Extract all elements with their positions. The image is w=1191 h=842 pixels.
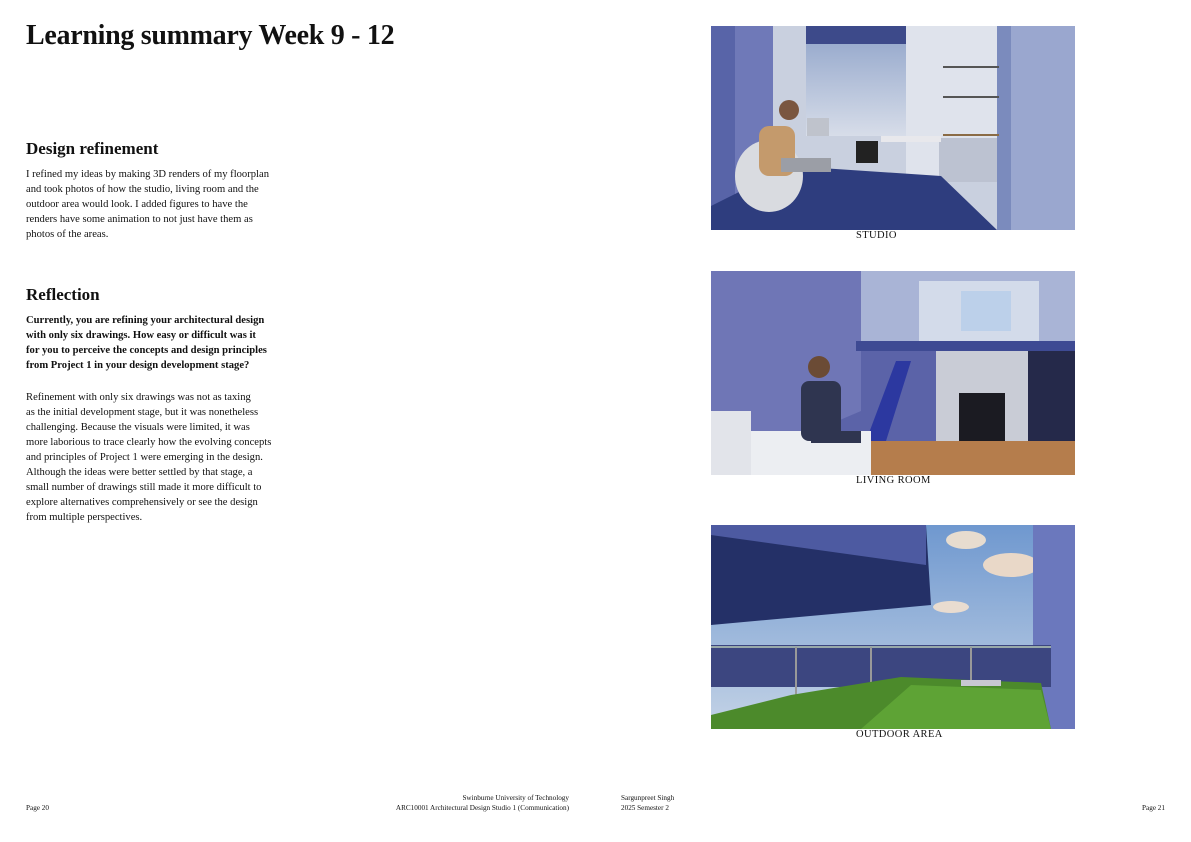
footer-author-name: Sargunpreet Singh [621, 794, 675, 802]
living-room-render-image [711, 271, 1075, 475]
reflection-heading: Reflection [26, 285, 100, 304]
footer-author [621, 793, 674, 813]
text-line: challenging. Because the visuals were limited, it was [26, 422, 250, 433]
design-refinement-heading: Design refinement [26, 139, 159, 158]
page-number-right: Page 21 [1142, 804, 1165, 812]
page-number-left: Page 20 [26, 804, 49, 812]
text-line: explore alternatives comprehensively or see the design [26, 497, 258, 508]
text-line: and principles of Project 1 were emerging in the design. [26, 452, 263, 463]
studio-render-image [711, 26, 1075, 230]
text-line: Although the ideas were better settled by that stage, a [26, 467, 253, 478]
text-line: I refined my ideas by making 3D renders of my floorplan [26, 169, 269, 180]
footer-university-name: Swinburne University of Technology [462, 794, 569, 802]
text-line: as the initial development stage, but it was nonetheless [26, 407, 259, 418]
text-line: more laborious to trace clearly how the evolving concepts [26, 437, 272, 448]
text-line: photos of the areas. [26, 229, 109, 240]
design-refinement-text [26, 167, 269, 242]
reflection-question [26, 313, 267, 373]
studio-caption: STUDIO [856, 230, 897, 241]
text-line: outdoor area would look. I added figures to have the [26, 199, 248, 210]
reflection-answer [26, 390, 271, 525]
footer-university [396, 793, 569, 813]
page-title: Learning summary Week 9 - 12 [26, 20, 395, 51]
text-line: for you to perceive the concepts and design principles [26, 345, 267, 356]
text-line: from multiple perspectives. [26, 512, 143, 523]
living-room-caption: LIVING ROOM [856, 475, 931, 486]
text-line: from Project 1 in your design development stage? [26, 360, 250, 371]
footer-semester: 2025 Semester 2 [621, 804, 669, 812]
text-line: small number of drawings still made it more difficult to [26, 482, 262, 493]
footer-course: ARC10001 Architectural Design Studio 1 (Communication) [395, 804, 569, 812]
text-line: with only six drawings. How easy or difficult was it [26, 330, 256, 341]
text-line: Refinement with only six drawings was not as taxing [26, 392, 251, 403]
text-line: Currently, you are refining your architectural design [26, 315, 265, 326]
text-line: renders have some animation to not just have them as [26, 214, 253, 225]
outdoor-area-render-image [711, 525, 1075, 729]
outdoor-area-caption: OUTDOOR AREA [856, 729, 943, 740]
text-line: and took photos of how the studio, living room and the [26, 184, 259, 195]
